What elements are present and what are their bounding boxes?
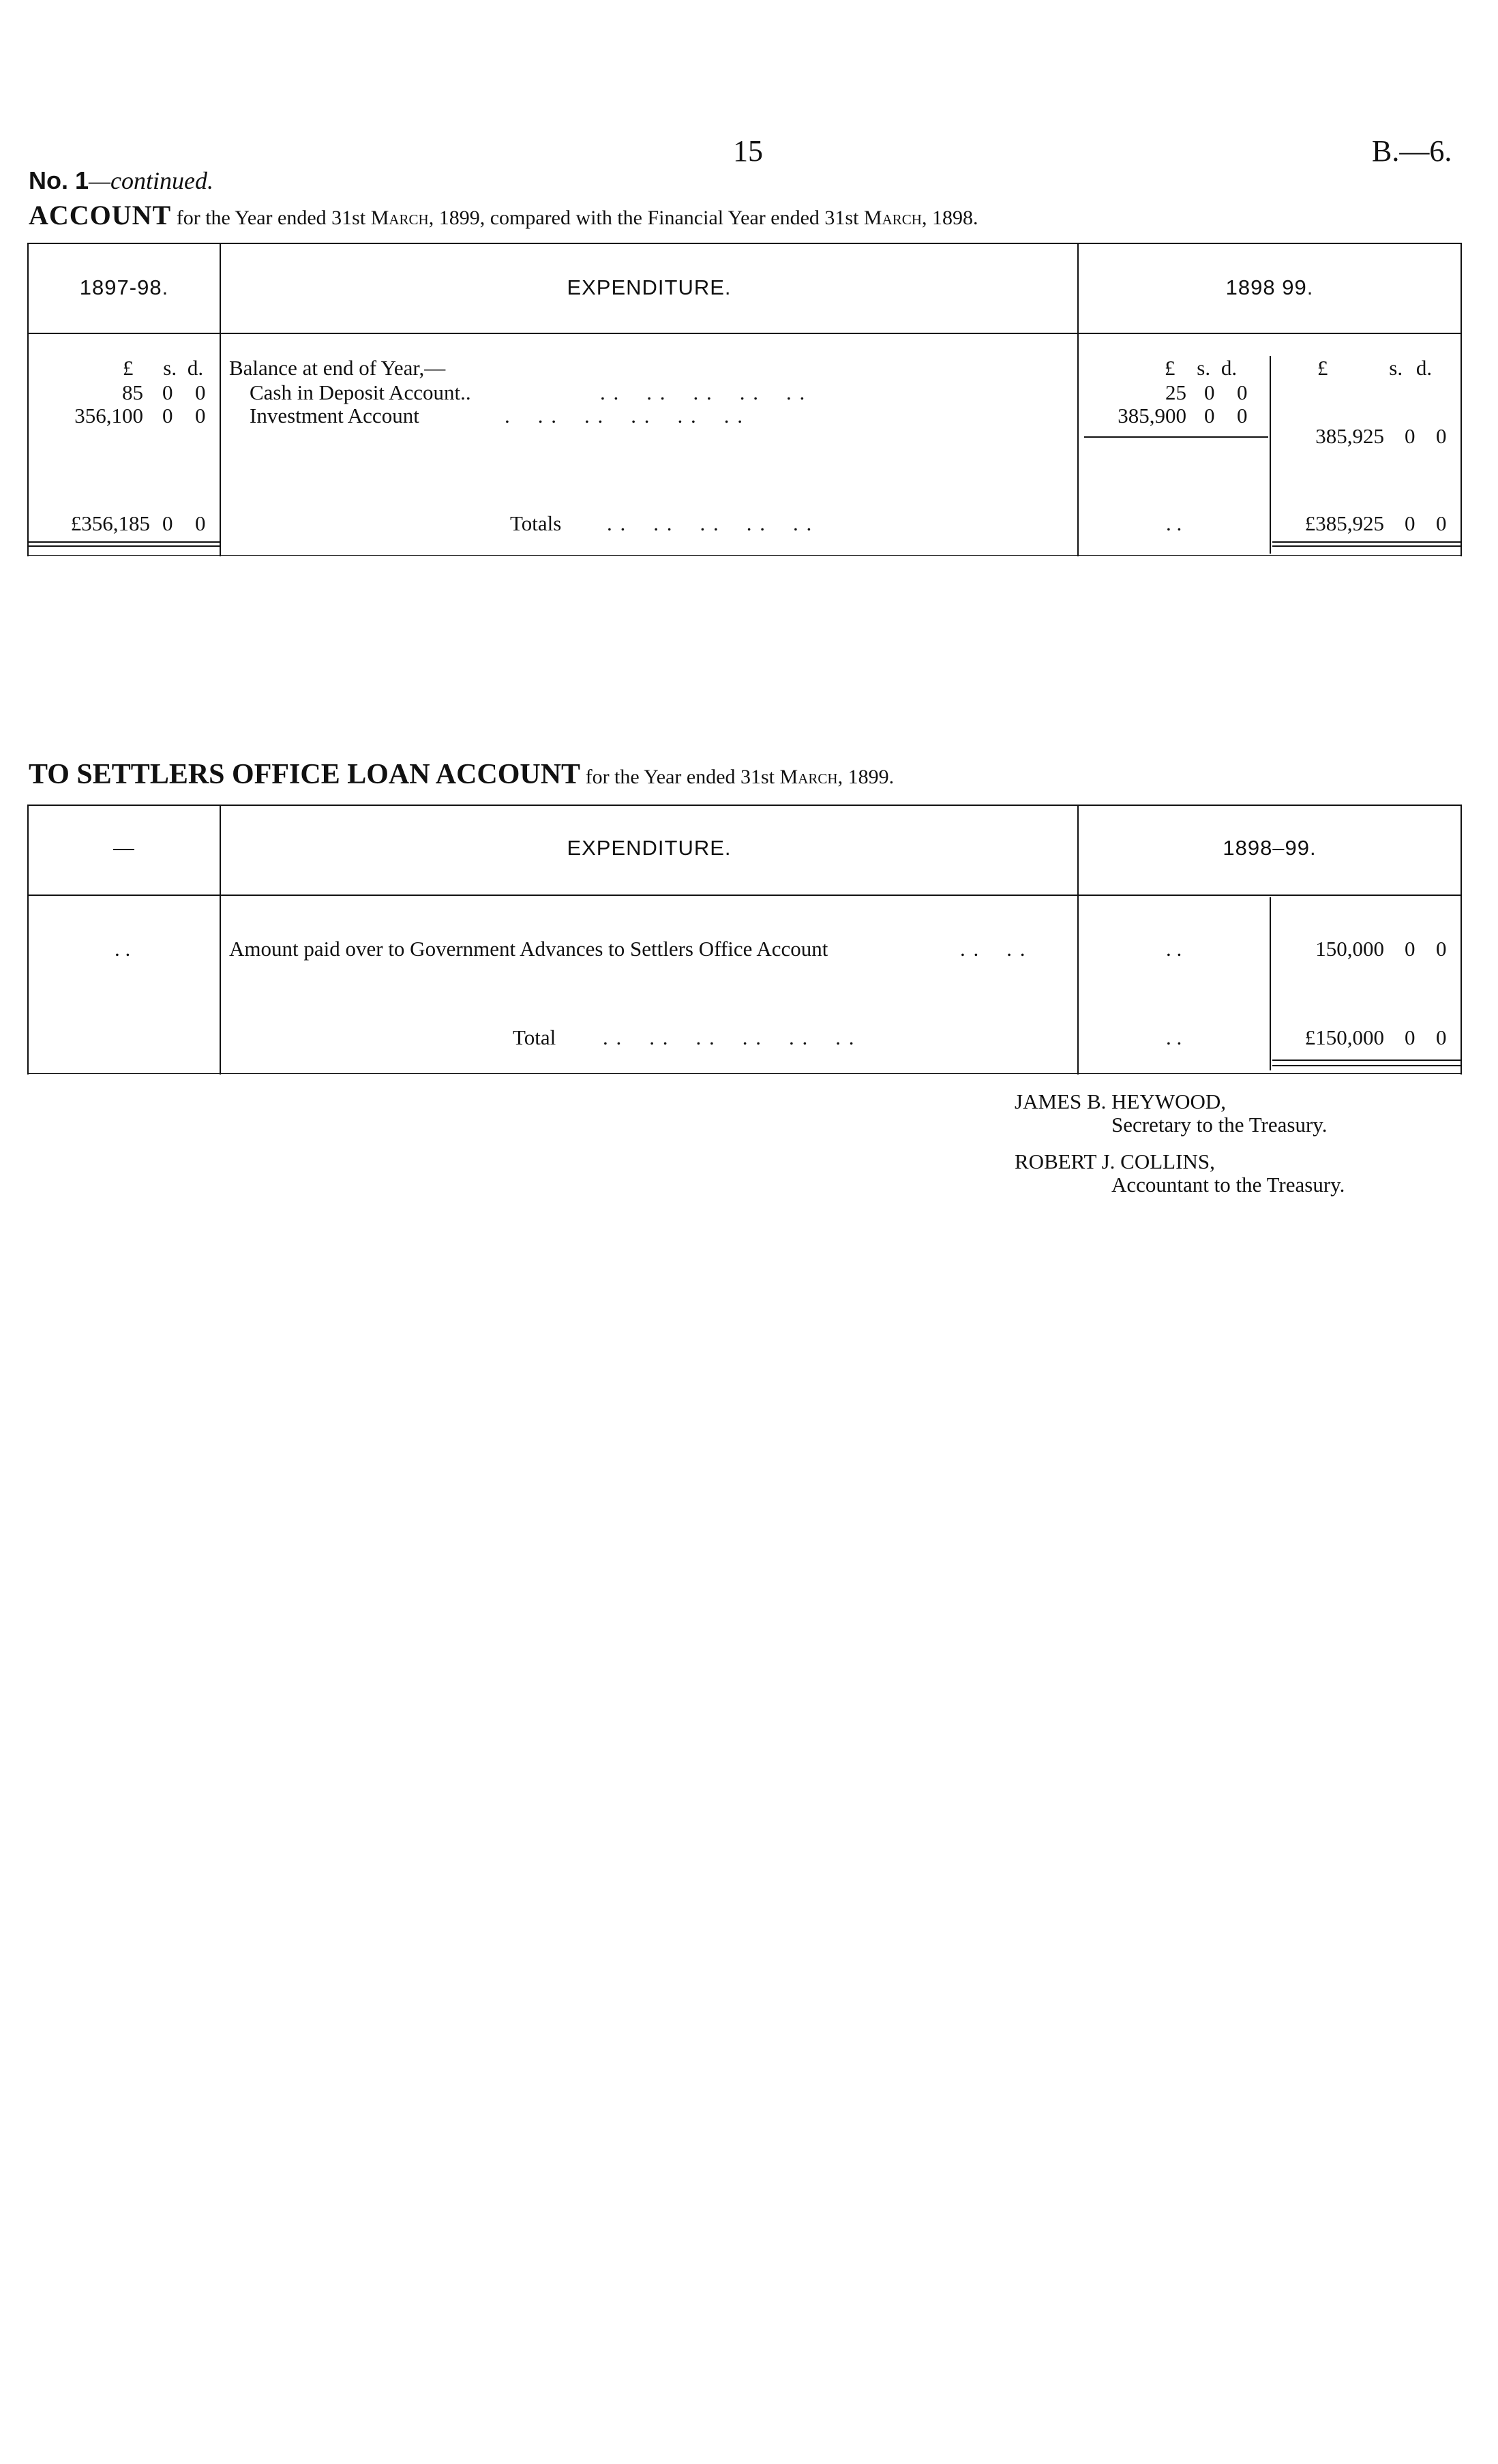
total-amount: £150,000 bbox=[1304, 1025, 1384, 1049]
row-prev-dots: . . bbox=[115, 937, 131, 961]
unit-shilling: s. bbox=[163, 356, 177, 380]
total-mid-dots: . . bbox=[1166, 1025, 1182, 1049]
prev-pence: 0 bbox=[195, 380, 206, 404]
row-cash-dots: . . . . . . . . . . bbox=[600, 380, 807, 404]
account-month-1: March bbox=[370, 207, 429, 229]
no-label: No. 1 bbox=[29, 166, 89, 194]
account-title-d: , 1898. bbox=[921, 207, 978, 229]
signatory-title: Secretary to the Treasury. bbox=[1111, 1113, 1328, 1137]
curr-shillings: 0 bbox=[1204, 380, 1215, 404]
document-number bbox=[29, 166, 213, 195]
totals-prev-pence: 0 bbox=[195, 511, 206, 535]
prev-pence: 0 bbox=[195, 404, 206, 427]
prev-shillings: 0 bbox=[162, 404, 173, 427]
account-title-b: , 1899, bbox=[428, 207, 485, 229]
unit-pound: £ bbox=[123, 356, 134, 380]
unit-pence: d. bbox=[187, 356, 204, 380]
units-curr-a bbox=[1165, 356, 1237, 380]
curr-amount: 25 bbox=[1165, 380, 1186, 404]
account-month-2: March bbox=[863, 207, 922, 229]
account-title-c: compared with the Financial Year ended 31st bbox=[490, 207, 859, 229]
account-title bbox=[29, 199, 978, 231]
signatory-name: ROBERT J. COLLINS, bbox=[1015, 1150, 1215, 1173]
prev-amount: 85 bbox=[122, 380, 143, 404]
unit-pound: £ bbox=[1317, 356, 1328, 380]
col-header-expenditure: EXPENDITURE. bbox=[567, 836, 732, 860]
total-dots: . . . . . . . . . . . . bbox=[603, 1025, 856, 1049]
col-header-blank: — bbox=[113, 836, 135, 860]
settlers-title-b: , 1899. bbox=[837, 766, 895, 788]
totals-prev-amount: £356,185 bbox=[70, 511, 150, 535]
totals-prev-shillings: 0 bbox=[162, 511, 173, 535]
page-number: 15 bbox=[733, 134, 763, 168]
curr-shillings: 0 bbox=[1204, 404, 1215, 427]
row-amount-paid-label: Amount paid over to Government Advances to Settlers Office Account bbox=[229, 937, 828, 961]
row-amount-paid-dots: . . . . bbox=[960, 937, 1027, 961]
no-suffix: —continued. bbox=[89, 167, 213, 194]
unit-shilling: s. bbox=[1197, 356, 1211, 380]
row-pence: 0 bbox=[1436, 937, 1447, 961]
account-title-a: for the Year ended 31st bbox=[176, 207, 366, 229]
subtotal-shillings: 0 bbox=[1405, 424, 1415, 448]
curr-amount: 385,900 bbox=[1118, 404, 1186, 427]
units-curr-b bbox=[1317, 356, 1432, 380]
signatory-name: JAMES B. HEYWOOD, bbox=[1015, 1090, 1226, 1113]
totals-dots: . . . . . . . . . . bbox=[607, 511, 813, 535]
unit-pound: £ bbox=[1165, 356, 1175, 380]
col-header-1898-99: 1898–99. bbox=[1223, 836, 1317, 860]
totals-mid-dots: . . bbox=[1166, 511, 1182, 535]
total-pence: 0 bbox=[1436, 1025, 1447, 1049]
prev-amount: 356,100 bbox=[74, 404, 143, 427]
col-header-expenditure: EXPENDITURE. bbox=[567, 275, 732, 299]
totals-curr-shillings: 0 bbox=[1405, 511, 1415, 535]
units-prev bbox=[123, 356, 203, 380]
account-word: ACCOUNT bbox=[29, 200, 172, 230]
settlers-title-month: March bbox=[779, 766, 838, 788]
curr-pence: 0 bbox=[1237, 404, 1248, 427]
unit-pence: d. bbox=[1415, 356, 1433, 380]
row-cash-label: Cash in Deposit Account.. bbox=[250, 380, 471, 404]
settlers-title-bold: TO SETTLERS OFFICE LOAN ACCOUNT bbox=[29, 759, 581, 790]
row-shillings: 0 bbox=[1405, 937, 1415, 961]
col-header-1898-99: 1898 99. bbox=[1225, 275, 1314, 299]
subtotal-amount: 385,925 bbox=[1315, 424, 1384, 448]
totals-curr-amount: £385,925 bbox=[1304, 511, 1384, 535]
curr-pence: 0 bbox=[1237, 380, 1248, 404]
signatory-title: Accountant to the Treasury. bbox=[1111, 1173, 1345, 1197]
report-reference: B.—6. bbox=[1372, 134, 1452, 168]
totals-curr-pence: 0 bbox=[1436, 511, 1447, 535]
totals-label: Totals bbox=[510, 511, 562, 535]
row-balance-label: Balance at end of Year,— bbox=[229, 356, 446, 380]
settlers-loan-title bbox=[29, 758, 894, 791]
row-investment-label: Investment Account bbox=[250, 404, 419, 427]
total-shillings: 0 bbox=[1405, 1025, 1415, 1049]
row-amount: 150,000 bbox=[1315, 937, 1384, 961]
row-mid-dots: . . bbox=[1166, 937, 1182, 961]
subtotal-pence: 0 bbox=[1436, 424, 1447, 448]
prev-shillings: 0 bbox=[162, 380, 173, 404]
row-investment-dots: . . . . . . . . . . . bbox=[505, 404, 744, 427]
unit-shilling: s. bbox=[1389, 356, 1403, 380]
unit-pence: d. bbox=[1220, 356, 1238, 380]
col-header-1897-98: 1897-98. bbox=[79, 275, 169, 299]
total-label: Total bbox=[513, 1025, 556, 1049]
settlers-title-a: for the Year ended 31st bbox=[585, 766, 775, 788]
